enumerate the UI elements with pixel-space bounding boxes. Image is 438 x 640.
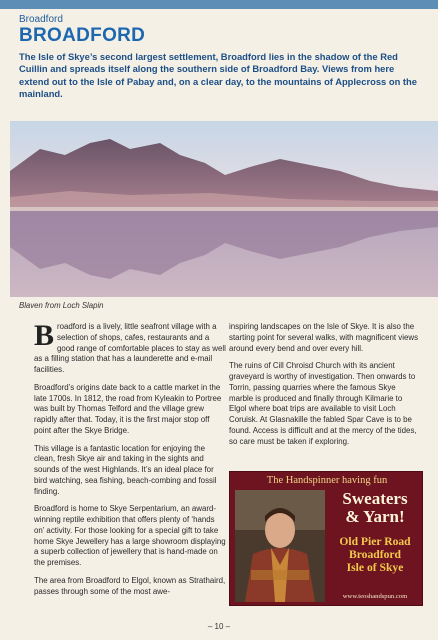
advert-address-line: Broadford xyxy=(349,547,401,561)
advert-main-text xyxy=(330,490,420,526)
advert-address xyxy=(329,535,421,574)
drop-cap: B xyxy=(34,319,55,352)
advert-portrait-photo xyxy=(235,490,325,602)
page-number: – 10 – xyxy=(207,622,231,631)
advert-headline: The Handspinner having fun xyxy=(266,475,388,486)
paragraph-text: roadford is a lively, little seafront village with a selection of shops, cafes, restaurants and a good range of comfortable places to stay as well as a filling station that has a launderette and e-mail facilities. xyxy=(34,322,226,374)
advert-address-line: Old Pier Road xyxy=(339,535,411,548)
advert-address-line: Isle of Skye xyxy=(346,560,404,574)
article-column-right xyxy=(229,322,421,454)
body-paragraph: The area from Broadford to Elgol, known as Strathaird, passes through some of the most awe- xyxy=(34,575,226,596)
intro-paragraph: The Isle of Skye’s second largest settlement, Broadford lies in the shadow of the Red Cuillin and spreads itself along the southern side of Broadford Bay. Views from here extend out to the Isle of Pabay and, on a clear day, to the mountains of Applecross on the mainland. xyxy=(19,51,417,100)
body-paragraph xyxy=(34,319,226,376)
body-paragraph: The ruins of Cill Chroisd Church with its ancient graveyard is worthy of investigation. Then onwards to Torrin, passing quarries where the famous Skye marble is produced and finally through Kilmarie to Elgol where boat trips are available to visit Loch Coruisk. At Glasnakille the fabled Spar Cave is to be found. Access is difficult and at the mercy of the tides, so care must be taken if exploring. xyxy=(229,361,417,446)
landscape-photo xyxy=(10,121,438,297)
photo-caption: Blaven from Loch Slapin xyxy=(19,301,104,310)
advert-line-sweaters: Sweaters xyxy=(342,489,408,508)
page-title: BROADFORD xyxy=(19,25,146,46)
body-paragraph: Broadford is home to Skye Serpentarium, an award-winning reptile exhibition that offers plenty of ‘hands on’ activity. For those looking for a special gift to take home Skye Jewellery has a large showroom displaying a superb collection of jewellery that is hand-made on the premises. xyxy=(34,504,226,567)
article-column-left xyxy=(34,319,226,604)
top-color-band xyxy=(0,0,438,9)
section-label: Broadford xyxy=(19,14,63,25)
advert-line-yarn: & Yarn! xyxy=(345,507,405,527)
advert-website: www.teoshandspun.com xyxy=(342,593,408,600)
body-paragraph: inspiring landscapes on the Isle of Skye. It is also the starting point for several walks, with magnificent views around every bend and over every hill. xyxy=(229,322,419,353)
handspinner-advert xyxy=(229,471,423,606)
body-paragraph: Broadford’s origins date back to a cattle market in the late 1700s. In 1812, the road from Kyleakin to Portree was built by Thomas Telford and the village grew rapidly after that. Today, it is the first major stop off point after the Skye Bridge. xyxy=(34,382,222,435)
body-paragraph: This village is a fantastic location for enjoying the clean, fresh Skye air and taking in the sights and sounds of the west Highlands. It’s an ideal place for bird watching, sea fishing, beach-combing and fossil finding. xyxy=(34,443,217,496)
